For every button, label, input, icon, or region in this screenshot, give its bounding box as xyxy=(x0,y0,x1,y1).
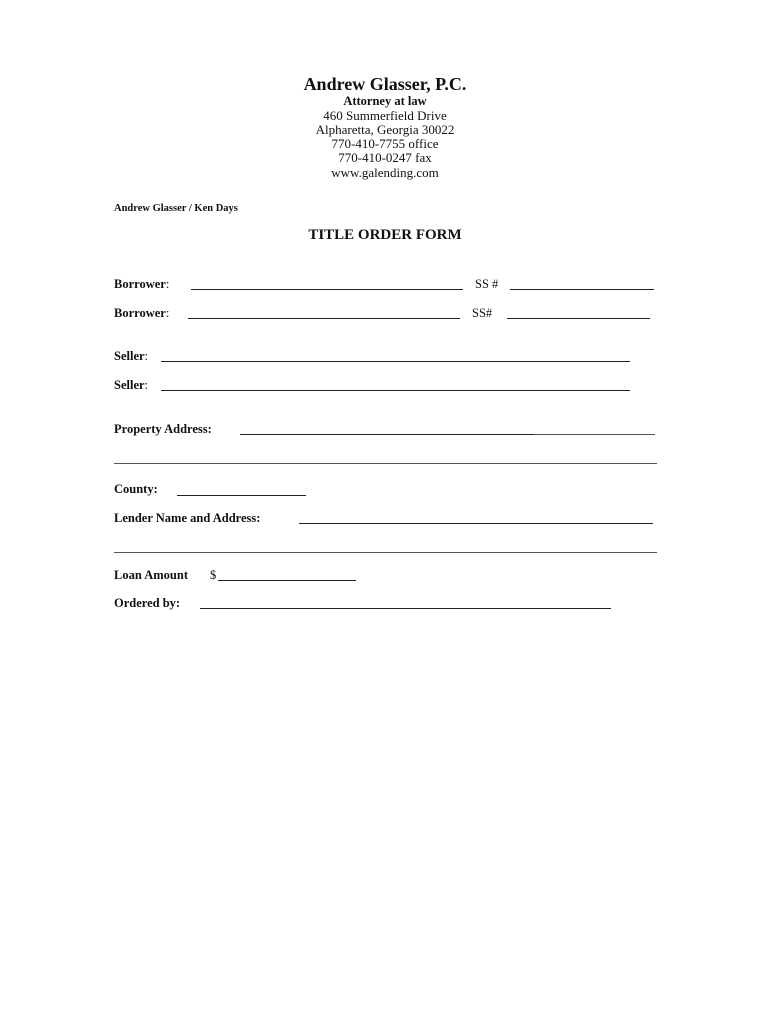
fax-number: 770-410-0247 fax xyxy=(338,150,432,165)
website: www.galending.com xyxy=(331,165,439,180)
property-address-field[interactable] xyxy=(240,434,534,435)
contact-names: Andrew Glasser / Ken Days xyxy=(114,203,238,214)
borrower-1-ss-label: SS # xyxy=(475,277,499,291)
address-line-2: Alpharetta, Georgia 30022 xyxy=(315,122,455,137)
county-field[interactable] xyxy=(177,495,306,496)
borrower-1-field[interactable] xyxy=(191,289,463,290)
borrower-2-label: Borrower: xyxy=(114,306,170,320)
borrower-1-label: Borrower: xyxy=(114,277,170,291)
lender-name-address-label: Lender Name and Address: xyxy=(114,511,261,525)
firm-name: Andrew Glasser, P.C. xyxy=(303,74,467,94)
property-address-field-continued[interactable] xyxy=(534,434,655,435)
borrower-2-ss-field[interactable] xyxy=(507,318,650,319)
ordered-by-field[interactable] xyxy=(200,608,611,609)
seller-1-field[interactable] xyxy=(161,361,630,362)
lender-address-line-2[interactable] xyxy=(114,552,657,553)
seller-2-label: Seller: xyxy=(114,378,149,392)
property-address-label: Property Address: xyxy=(114,422,212,436)
form-title: TITLE ORDER FORM xyxy=(308,227,462,243)
borrower-1-ss-field[interactable] xyxy=(510,289,654,290)
loan-amount-field[interactable] xyxy=(218,580,356,581)
seller-2-field[interactable] xyxy=(161,390,630,391)
lender-name-address-field[interactable] xyxy=(299,523,653,524)
borrower-2-ss-label: SS# xyxy=(472,306,493,320)
property-address-line-2[interactable] xyxy=(114,463,657,464)
county-label: County: xyxy=(114,482,158,496)
loan-amount-label: Loan Amount xyxy=(114,568,188,582)
office-phone: 770-410-7755 office xyxy=(331,136,439,151)
seller-1-label: Seller: xyxy=(114,349,149,363)
ordered-by-label: Ordered by: xyxy=(114,596,181,610)
borrower-2-field[interactable] xyxy=(188,318,460,319)
firm-title: Attorney at law xyxy=(343,94,427,108)
address-line-1: 460 Summerfield Drive xyxy=(323,108,447,123)
loan-amount-dollar-sign: $ xyxy=(210,568,217,582)
